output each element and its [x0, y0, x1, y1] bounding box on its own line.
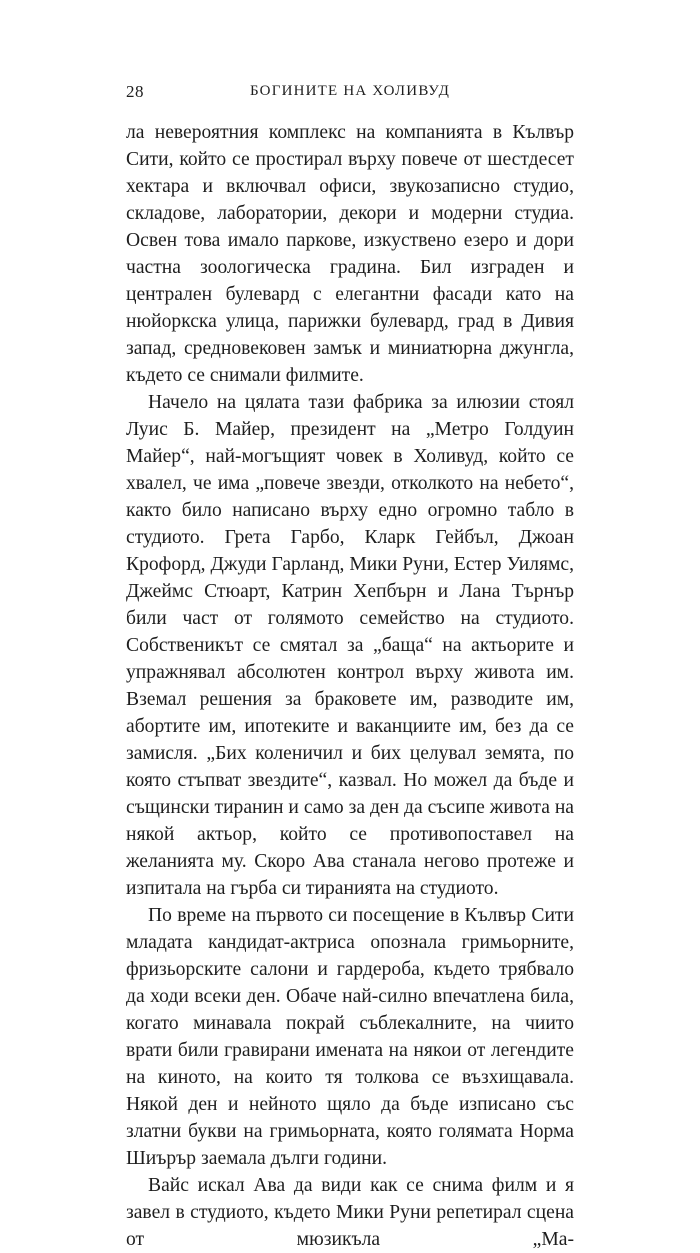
paragraph-4: Вайс искал Ава да види как се снима филм и я завел в студиото, където Мики Руни репетирал сцена от мюзикъла „Ма-: [126, 1175, 574, 1250]
page-header: [126, 82, 574, 106]
body-text: [126, 119, 574, 1253]
paragraph-2: Начело на цялата тази фабрика за илюзии стоял Луис Б. Майер, президент на „Метро Голдуин Майер“, най-могъщият човек в Холивуд, който се хвалел, че има „повече звезди, отколкото на небето“, както било написано върху едно огромно табло в студиото. Грета Гарбо, Кларк Гейбъл, Джоан Крофорд, Джуди Гарланд, Мики Руни, Естер Уилямс, Джеймс Стюарт, Катрин Хепбърн и Лана Търнър били част от голямото семейство на студиото. Собственикът се смятал за „баща“ на актьорите и упражнявал абсолютен контрол върху живота им. Вземал решения за браковете им, разводите им, абортите им, ипотеките и ваканциите им, без да се замисля. „Бих коленичил и бих целувал земята, по която стъпват звездите“, казвал. Но можел да бъде и същински тиранин и само за ден да съсипе живота на някой актьор, който се противопоставел на желанията му. Скоро Ава станала негово протеже и изпитала на гърба си тиранията на студиото.: [126, 392, 574, 899]
paragraph-1: ла невероятния комплекс на компанията в Кълвър Сити, който се простирал върху повече от шестдесет хектара и включвал офиси, звукозаписно студио, складове, лаборатории, декори и модерни студиа. Освен това имало паркове, изкуствено езеро и дори частна зоологическа градина. Бил изграден и централен булевард с елегантни фасади като на нюйоркска улица, парижки булевард, град в Дивия запад, средновековен замък и миниатюрна джунгла, където се снимали филмите.: [126, 122, 574, 386]
running-title: БОГИНИТЕ НА ХОЛИВУД: [249, 83, 451, 99]
paragraph-3: По време на първото си посещение в Кълвър Сити младата кандидат-актриса опознала гримьорните, фризьорските салони и гардероба, където трябвало да ходи всеки ден. Обаче най-силно впечатлена била, когато минавала покрай съблекалните, на чиито врати били гравирани имената на някои от легендите на киното, на които тя толкова се възхищавала. Някой ден и нейното щяло да бъде изписано със златни букви на гримьорната, която голямата Норма Шиърър заемала дълги години.: [126, 905, 574, 1169]
page-number: 28: [126, 82, 144, 101]
